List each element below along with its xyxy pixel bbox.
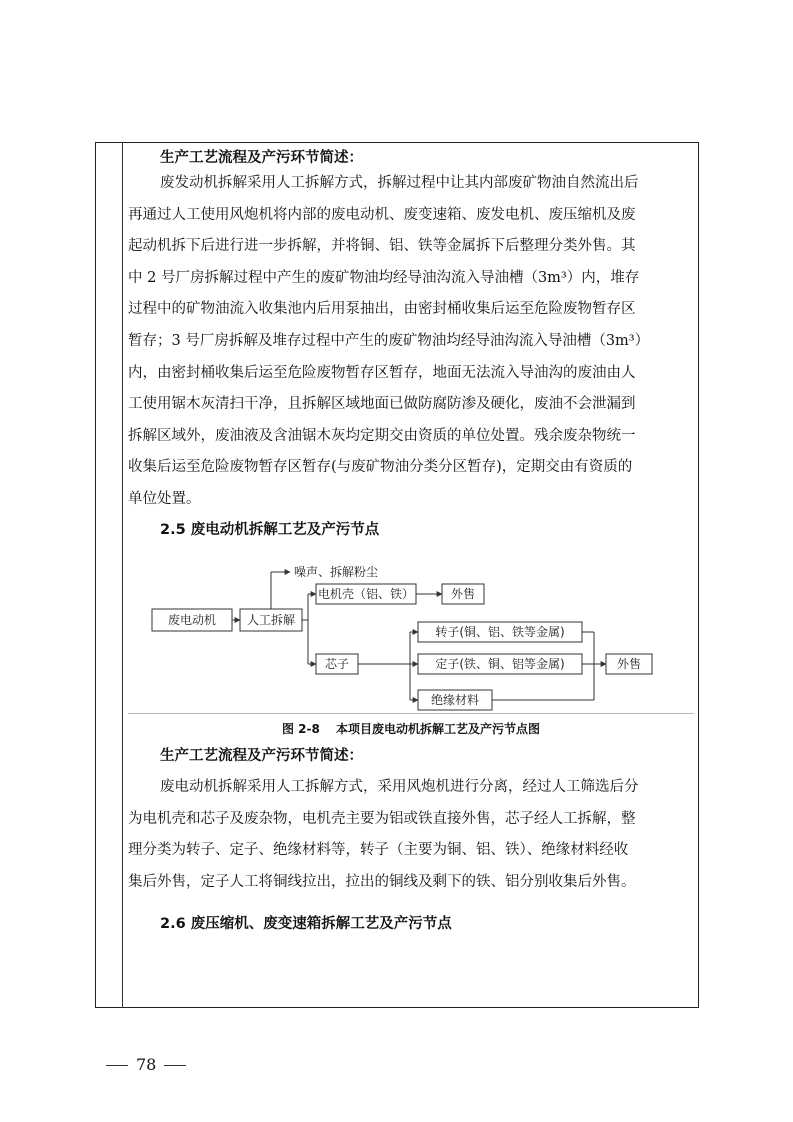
text-line: 工使用锯木灰清扫干净，且拆解区域地面已做防腐防渗及硬化，废油不会泄漏到 bbox=[128, 396, 636, 413]
text-line: 为电机壳和芯子及废杂物，电机壳主要为铝或铁直接外售，芯子经人工拆解，整 bbox=[128, 810, 636, 827]
process-heading-1: 生产工艺流程及产污环节简述： bbox=[160, 150, 363, 166]
page-number bbox=[98, 1055, 194, 1074]
label-stator: 定子(铁、铜、铝等金属) bbox=[435, 657, 565, 671]
text-line: 废电动机拆解采用人工拆解方式，采用风炮机进行分离，经过人工筛选后分 bbox=[160, 779, 639, 795]
text-line: 起动机拆下后进行进一步拆解，并将铜、铝、铁等金属拆下后整理分类外售。其 bbox=[128, 238, 636, 255]
process-flowchart bbox=[128, 558, 694, 712]
label-motor-shell: 电机壳（铝、铁） bbox=[317, 587, 415, 601]
figure-caption: 图 2-8 本项目废电动机拆解工艺及产污节点图 bbox=[281, 722, 541, 736]
text-line: 内，由密封桶收集后运至危险废物暂存区暂存，地面无法流入导油沟的废油由人 bbox=[128, 364, 636, 381]
label-sale-1: 外售 bbox=[450, 587, 476, 601]
text-line: 中 2 号厂房拆解过程中产生的废矿物油均经导油沟流入导油槽（3m³）内，堆存 bbox=[128, 269, 640, 286]
label-waste-motor: 废电动机 bbox=[167, 613, 217, 627]
label-insulation: 绝缘材料 bbox=[430, 693, 480, 707]
process-heading-2: 生产工艺流程及产污环节简述： bbox=[160, 748, 363, 764]
text-line: 拆解区域外，废油液及含油锯木灰均定期交由资质的单位处置。残余废杂物统一 bbox=[128, 427, 636, 444]
process-description-2 bbox=[128, 772, 694, 898]
dash-right bbox=[164, 1065, 186, 1066]
label-rotor: 转子(铜、铝、铁等金属) bbox=[435, 625, 565, 639]
text-line: 集后外售，定子人工将铜线拉出，拉出的铜线及剩下的铁、铝分别收集后外售。 bbox=[128, 873, 636, 890]
page-number-value: 78 bbox=[136, 1055, 157, 1074]
label-manual-dismantle: 人工拆解 bbox=[246, 613, 296, 627]
text-line: 废发动机拆解采用人工拆解方式，拆解过程中让其内部废矿物油自然流出后 bbox=[160, 175, 639, 191]
text-line: 再通过人工使用风炮机将内部的废电动机、废变速箱、废发电机、废压缩机及废 bbox=[128, 206, 636, 223]
label-emission: 噪声、拆解粉尘 bbox=[294, 565, 379, 579]
figure-divider bbox=[128, 713, 694, 714]
text-line: 暂存；3 号厂房拆解及堆存过程中产生的废矿物油均经导油沟流入导油槽（3m³） bbox=[128, 332, 650, 349]
section-title-2-6: 2.6 废压缩机、废变速箱拆解工艺及产污节点 bbox=[160, 916, 452, 932]
label-core: 芯子 bbox=[324, 657, 350, 671]
column-divider bbox=[122, 142, 123, 1008]
text-line: 过程中的矿物油流入收集池内后用泵抽出，由密封桶收集后运至危险废物暂存区 bbox=[128, 301, 636, 318]
dash-left bbox=[106, 1065, 128, 1066]
process-description-1 bbox=[128, 168, 694, 516]
label-sale-2: 外售 bbox=[616, 657, 642, 671]
text-line: 理分类为转子、定子、绝缘材料等，转子（主要为铜、铝、铁）、绝缘材料经收 bbox=[128, 842, 629, 859]
section-title-2-5: 2.5 废电动机拆解工艺及产污节点 bbox=[160, 522, 380, 538]
text-line: 收集后运至危险废物暂存区暂存(与废矿物油分类分区暂存)，定期交由有资质的 bbox=[128, 459, 633, 476]
text-line: 单位处置。 bbox=[128, 490, 201, 507]
